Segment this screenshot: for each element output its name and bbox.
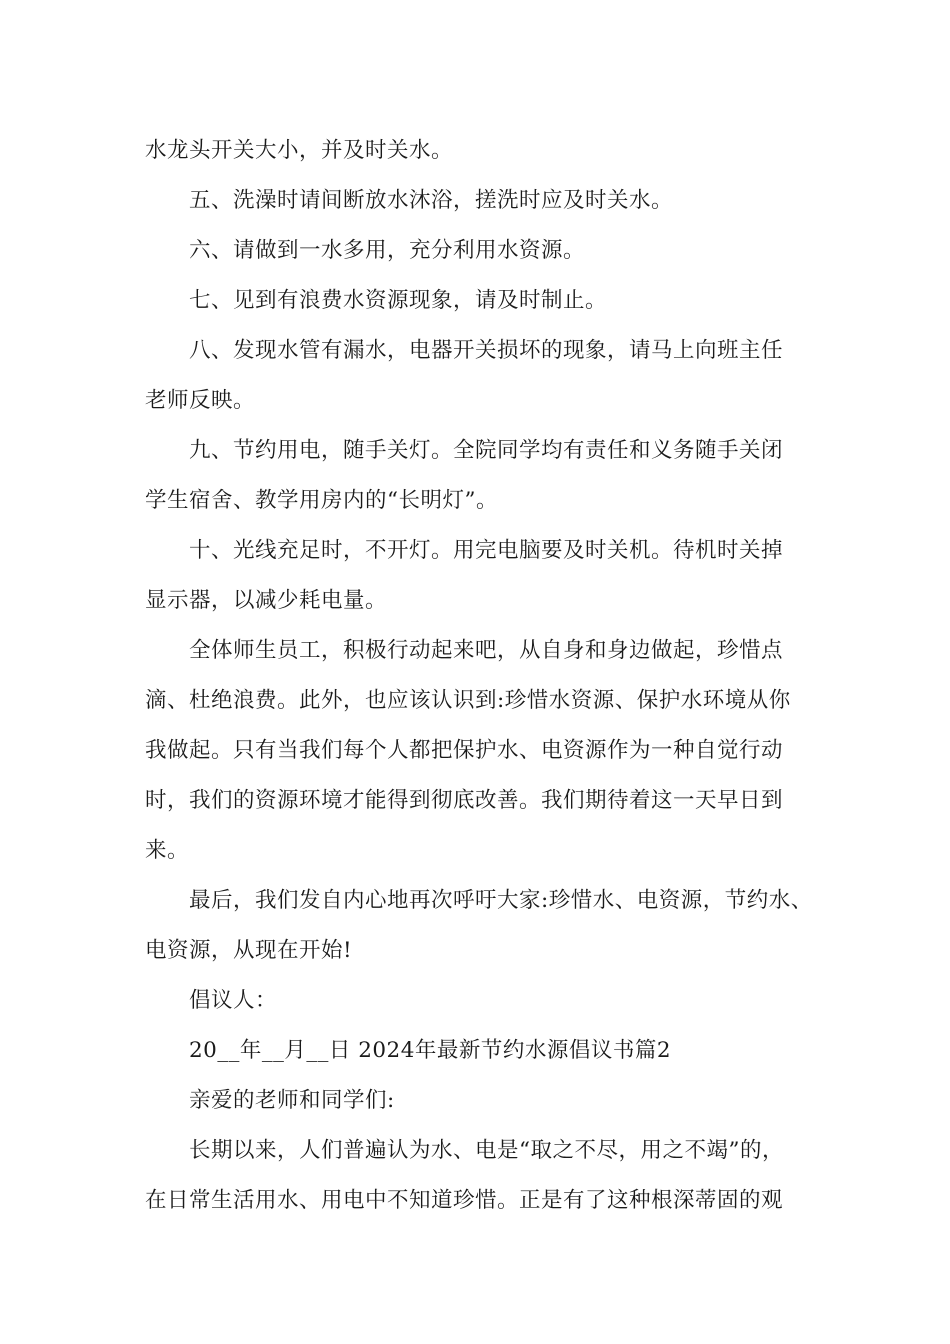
text-line: 九、节约用电，随手关灯。全院同学均有责任和义务随手关闭 xyxy=(189,438,784,463)
text-line: 五、洗澡时请间断放水沐浴，搓洗时应及时关水。 xyxy=(189,188,674,213)
document-body xyxy=(145,126,825,1226)
text-line: 学生宿舍、教学用房内的“长明灯”。 xyxy=(145,488,498,513)
text-line: 20__年__月__日 2024年最新节约水源倡议书篇2 xyxy=(189,1038,672,1063)
text-line: 七、见到有浪费水资源现象，请及时制止。 xyxy=(189,288,608,313)
text-line: 倡议人： xyxy=(189,988,278,1013)
text-line: 全体师生员工，积极行动起来吧，从自身和身边做起，珍惜点 xyxy=(189,638,784,663)
text-line: 电资源，从现在开始! xyxy=(145,938,353,963)
text-line: 来。 xyxy=(145,838,190,863)
text-line: 亲爱的老师和同学们: xyxy=(189,1088,395,1113)
text-line: 长期以来，人们普遍认为水、电是“取之不尽，用之不竭”的， xyxy=(189,1138,784,1163)
text-line: 十、光线充足时，不开灯。用完电脑要及时关机。待机时关掉 xyxy=(189,538,784,563)
text-line: 滴、杜绝浪费。此外，也应该认识到:珍惜水资源、保护水环境从你 xyxy=(145,688,791,713)
text-line: 时，我们的资源环境才能得到彻底改善。我们期待着这一天早日到 xyxy=(145,788,784,813)
text-line: 我做起。只有当我们每个人都把保护水、电资源作为一种自觉行动 xyxy=(145,738,784,763)
text-line: 老师反映。 xyxy=(145,388,256,413)
text-line: 六、请做到一水多用，充分利用水资源。 xyxy=(189,238,586,263)
text-line: 水龙头开关大小，并及时关水。 xyxy=(145,138,454,163)
text-line: 在日常生活用水、用电中不知道珍惜。正是有了这种根深蒂固的观 xyxy=(145,1188,784,1213)
text-line: 最后，我们发自内心地再次呼吁大家:珍惜水、电资源，节约水、 xyxy=(189,888,813,913)
text-line: 显示器，以减少耗电量。 xyxy=(145,588,388,613)
text-line: 八、发现水管有漏水，电器开关损坏的现象，请马上向班主任 xyxy=(189,338,784,363)
